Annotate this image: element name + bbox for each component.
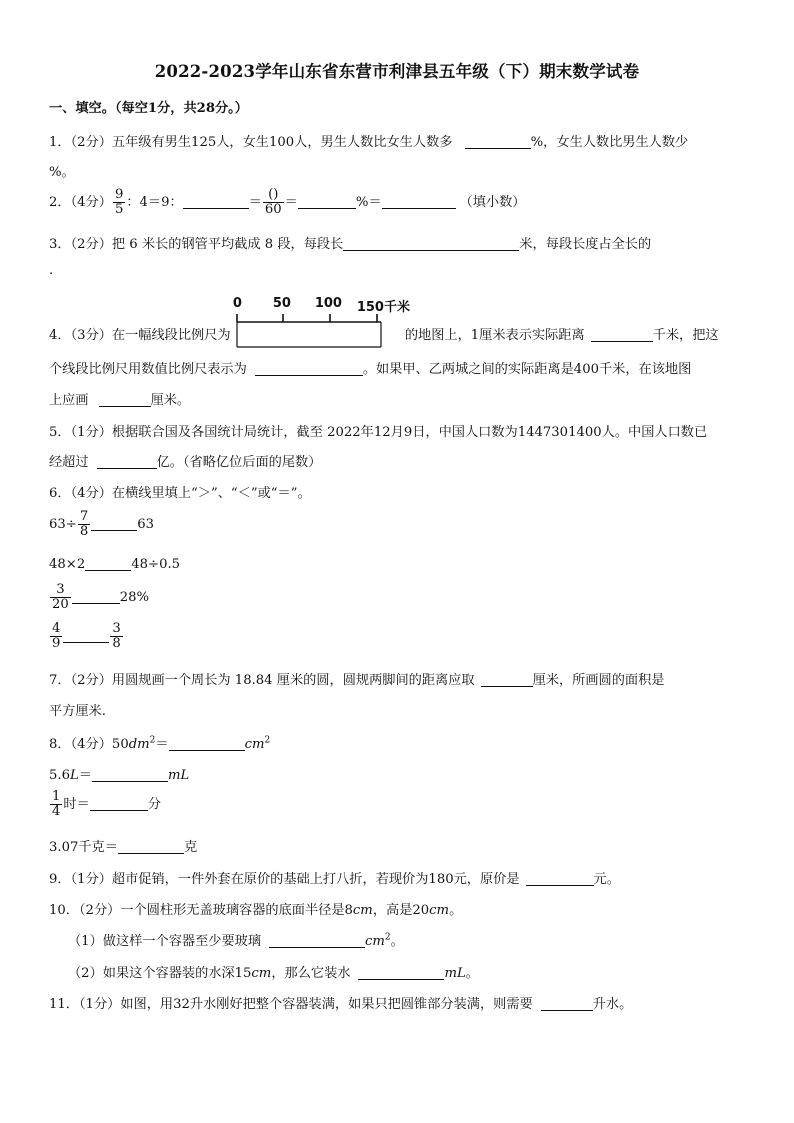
question-6-row1: 63÷ $\frac{7}{8}$ 63 (49, 509, 155, 539)
answer-blank-1a[interactable] (465, 134, 531, 149)
question-8-row3: $\frac{1}{4}$ 时＝ 分 (52, 789, 161, 819)
question-10: 10．（2分）一个圆柱形无盖玻璃容器的底面半径是8cm，高是20cm。 (49, 903, 463, 918)
section-heading: 一、填空。（每空1分，共28分。） (49, 101, 248, 116)
question-1-cont: %。 (49, 165, 75, 180)
question-4-cont: 个线段比例尺用数值比例尺表示为 。如果甲、乙两城之间的实际距离是400千米，在该地图 (49, 362, 692, 377)
answer-blank-10a[interactable] (269, 933, 365, 948)
question-11: 11．（1分）如图，用32升水刚好把整个容器装满，如果只把圆锥部分装满，则需要 升水。 (49, 997, 633, 1012)
question-6-row4 (49, 622, 124, 651)
answer-blank-6a[interactable] (91, 516, 137, 531)
question-3-cont: . (49, 263, 54, 278)
question-3: 3．（2分）把 6 米长的钢管平均截成 8 段，每段长 米，每段长度占全长的 (49, 237, 652, 252)
question-8-row4: 3.07千克＝ 克 (49, 840, 198, 855)
question-2: 2．（4分） $\frac{9}{5}$ ：4＝9： ＝ $\frac{()}{60}$ ＝ %＝ （填小数） (49, 187, 526, 217)
answer-blank-11[interactable] (541, 996, 593, 1011)
answer-blank-5[interactable] (97, 454, 157, 469)
answer-blank-4b[interactable] (255, 361, 363, 376)
answer-blank-4c[interactable] (99, 392, 151, 407)
question-8-row2: 5.6L＝ mL (49, 768, 190, 783)
scale-label-50: 50 (272, 295, 291, 311)
question-6: 6．（4分）在横线里填上“＞”、“＜”或“＝”。 (49, 486, 311, 501)
fraction-9-5: $\frac{9}{5}$ (114, 187, 124, 217)
answer-blank-8b[interactable] (92, 767, 168, 782)
fraction-1-4: $\frac{1}{4}$ (52, 789, 61, 819)
question-7-cont: 平方厘米. (49, 704, 106, 719)
answer-blank-2d[interactable] (382, 194, 456, 209)
fraction-7-8: $\frac{7}{8}$ (79, 509, 89, 539)
answer-blank-9[interactable] (526, 871, 594, 886)
answer-blank-8a[interactable] (169, 736, 245, 751)
fraction-blank-60: $\frac{()}{60}$ (264, 187, 282, 217)
question-10-part1: （1）做这样一个容器至少要玻璃 $cm^2$。 (68, 932, 404, 949)
fraction-3-8: $\frac{3}{8}$ (112, 621, 121, 651)
answer-blank-2c[interactable] (298, 194, 356, 209)
question-7: 7．（2分）用圆规画一个周长为 18.84 厘米的圆，圆规两脚间的距离应取 厘米，所画圆的面积是 (49, 673, 665, 688)
answer-blank-7a[interactable] (481, 672, 533, 687)
question-6-row2: 48×2 48÷0.5 (49, 557, 181, 572)
fraction-4-9: $\frac{4}{9}$ (52, 621, 61, 651)
question-5: 5．（1分）根据联合国及各国统计局统计，截至 2022年12月9日，中国人口数为1447301400人。中国人口数已 (49, 425, 708, 440)
answer-blank-4a[interactable] (591, 327, 653, 342)
fraction-3-20: $\frac{3}{20}$ (52, 582, 69, 612)
question-8: 8．（4分）$50dm^2= cm^2$ (49, 735, 271, 752)
line-scale-figure (232, 295, 410, 346)
answer-blank-10b[interactable] (358, 965, 444, 980)
answer-blank-8d[interactable] (118, 839, 184, 854)
page-title: 2022-2023学年山东省东营市利津县五年级（下）期末数学试卷 (154, 62, 640, 81)
question-9: 9．（1分）超市促销，一件外套在原价的基础上打八折，若现价为180元，原价是 元。 (49, 872, 620, 887)
answer-blank-6c[interactable] (72, 589, 120, 604)
answer-blank-8c[interactable] (90, 796, 148, 811)
answer-blank-6b[interactable] (85, 556, 131, 571)
answer-blank-3a[interactable] (343, 236, 519, 251)
question-4: 4．（3分）在一幅线段比例尺为 0 50 100 150千米 的地图上，1厘米表示实际距离 千米，把这 (49, 324, 719, 346)
question-6-row3: $\frac{3}{20}$ 28% (52, 582, 150, 612)
scale-label-100: 100 (314, 295, 342, 311)
question-10-part2: （2）如果这个容器装的水深15cm，那么它装水 mL。 (68, 966, 479, 981)
question-1: 1．（2分）五年级有男生125人，女生100人，男生人数比女生人数多 %，女生人数比男生人数少 (49, 135, 689, 150)
scale-label-0: 0 (232, 295, 242, 311)
question-5-cont: 经超过 亿。（省略亿位后面的尾数） (49, 455, 322, 470)
question-4-cont2: 上应画 厘米。 (49, 393, 191, 408)
scale-label-150: 150千米 (356, 299, 410, 315)
answer-blank-2a[interactable] (183, 194, 249, 209)
answer-blank-6d[interactable] (63, 628, 109, 643)
